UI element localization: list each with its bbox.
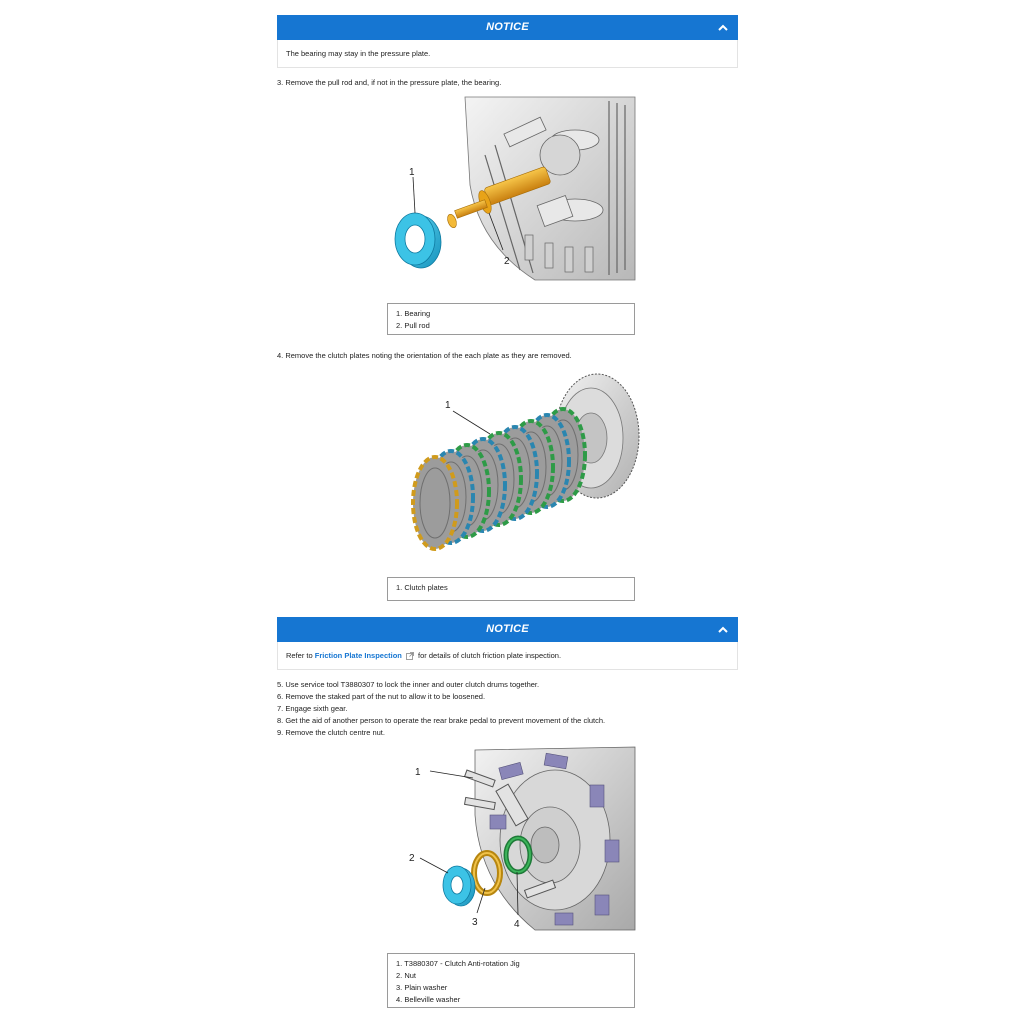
notice-header[interactable]	[277, 617, 738, 642]
chevron-up-icon[interactable]	[717, 22, 729, 34]
legend-item: 1. Bearing	[396, 309, 431, 318]
notice-text-after: for details of clutch friction plate inspection.	[415, 651, 562, 660]
pull-rod-illustration	[385, 95, 640, 285]
callout-4: 4	[514, 919, 520, 930]
clutch-plates-illustration	[405, 368, 655, 563]
notice-text	[277, 642, 738, 670]
notice-text: The bearing may stay in the pressure plate.	[277, 40, 738, 68]
nut	[443, 866, 475, 906]
notice-title: NOTICE	[486, 623, 529, 635]
friction-plate-inspection-link[interactable]: Friction Plate Inspection	[314, 651, 402, 660]
notice-title: NOTICE	[486, 21, 529, 33]
legend-item: 1. T3880307 - Clutch Anti-rotation Jig	[396, 959, 520, 968]
clutch-plate-stack	[413, 409, 585, 549]
notice-text-before: Refer to	[286, 651, 315, 660]
clutch-centre-nut-illustration	[405, 745, 640, 935]
step-8: 8. Get the aid of another person to operate the rear brake pedal to prevent movement of the clutch.	[277, 716, 606, 725]
callout-2: 2	[504, 256, 510, 267]
notice-panel-bearing	[277, 15, 738, 68]
step-9: 9. Remove the clutch centre nut.	[277, 728, 385, 737]
notice-header[interactable]	[277, 15, 738, 40]
clutch-basket	[475, 747, 635, 930]
notice-panel-friction-plate	[277, 617, 738, 670]
legend-figure-3	[387, 953, 635, 1008]
legend-figure-1	[387, 303, 635, 335]
legend-figure-2	[387, 577, 635, 601]
legend-item: 1. Clutch plates	[396, 583, 448, 592]
callout-1: 1	[409, 167, 415, 178]
chevron-up-icon[interactable]	[717, 624, 729, 636]
legend-item: 2. Nut	[396, 971, 417, 980]
callout-1: 1	[415, 767, 421, 778]
step-4: 4. Remove the clutch plates noting the orientation of the each plate as they are removed.	[277, 351, 572, 360]
callout-2: 2	[409, 853, 415, 864]
step-5: 5. Use service tool T3880307 to lock the inner and outer clutch drums together.	[277, 680, 540, 689]
callout-1: 1	[445, 400, 451, 411]
step-7: 7. Engage sixth gear.	[277, 704, 348, 713]
callout-3: 3	[472, 917, 478, 928]
legend-item: 4. Belleville washer	[396, 995, 461, 1004]
step-6: 6. Remove the staked part of the nut to allow it to be loosened.	[277, 692, 486, 701]
external-link-icon[interactable]	[406, 652, 414, 660]
legend-item: 3. Plain washer	[396, 983, 448, 992]
bearing	[395, 213, 441, 268]
step-3: 3. Remove the pull rod and, if not in the pressure plate, the bearing.	[277, 78, 502, 87]
legend-item: 2. Pull rod	[396, 321, 430, 330]
